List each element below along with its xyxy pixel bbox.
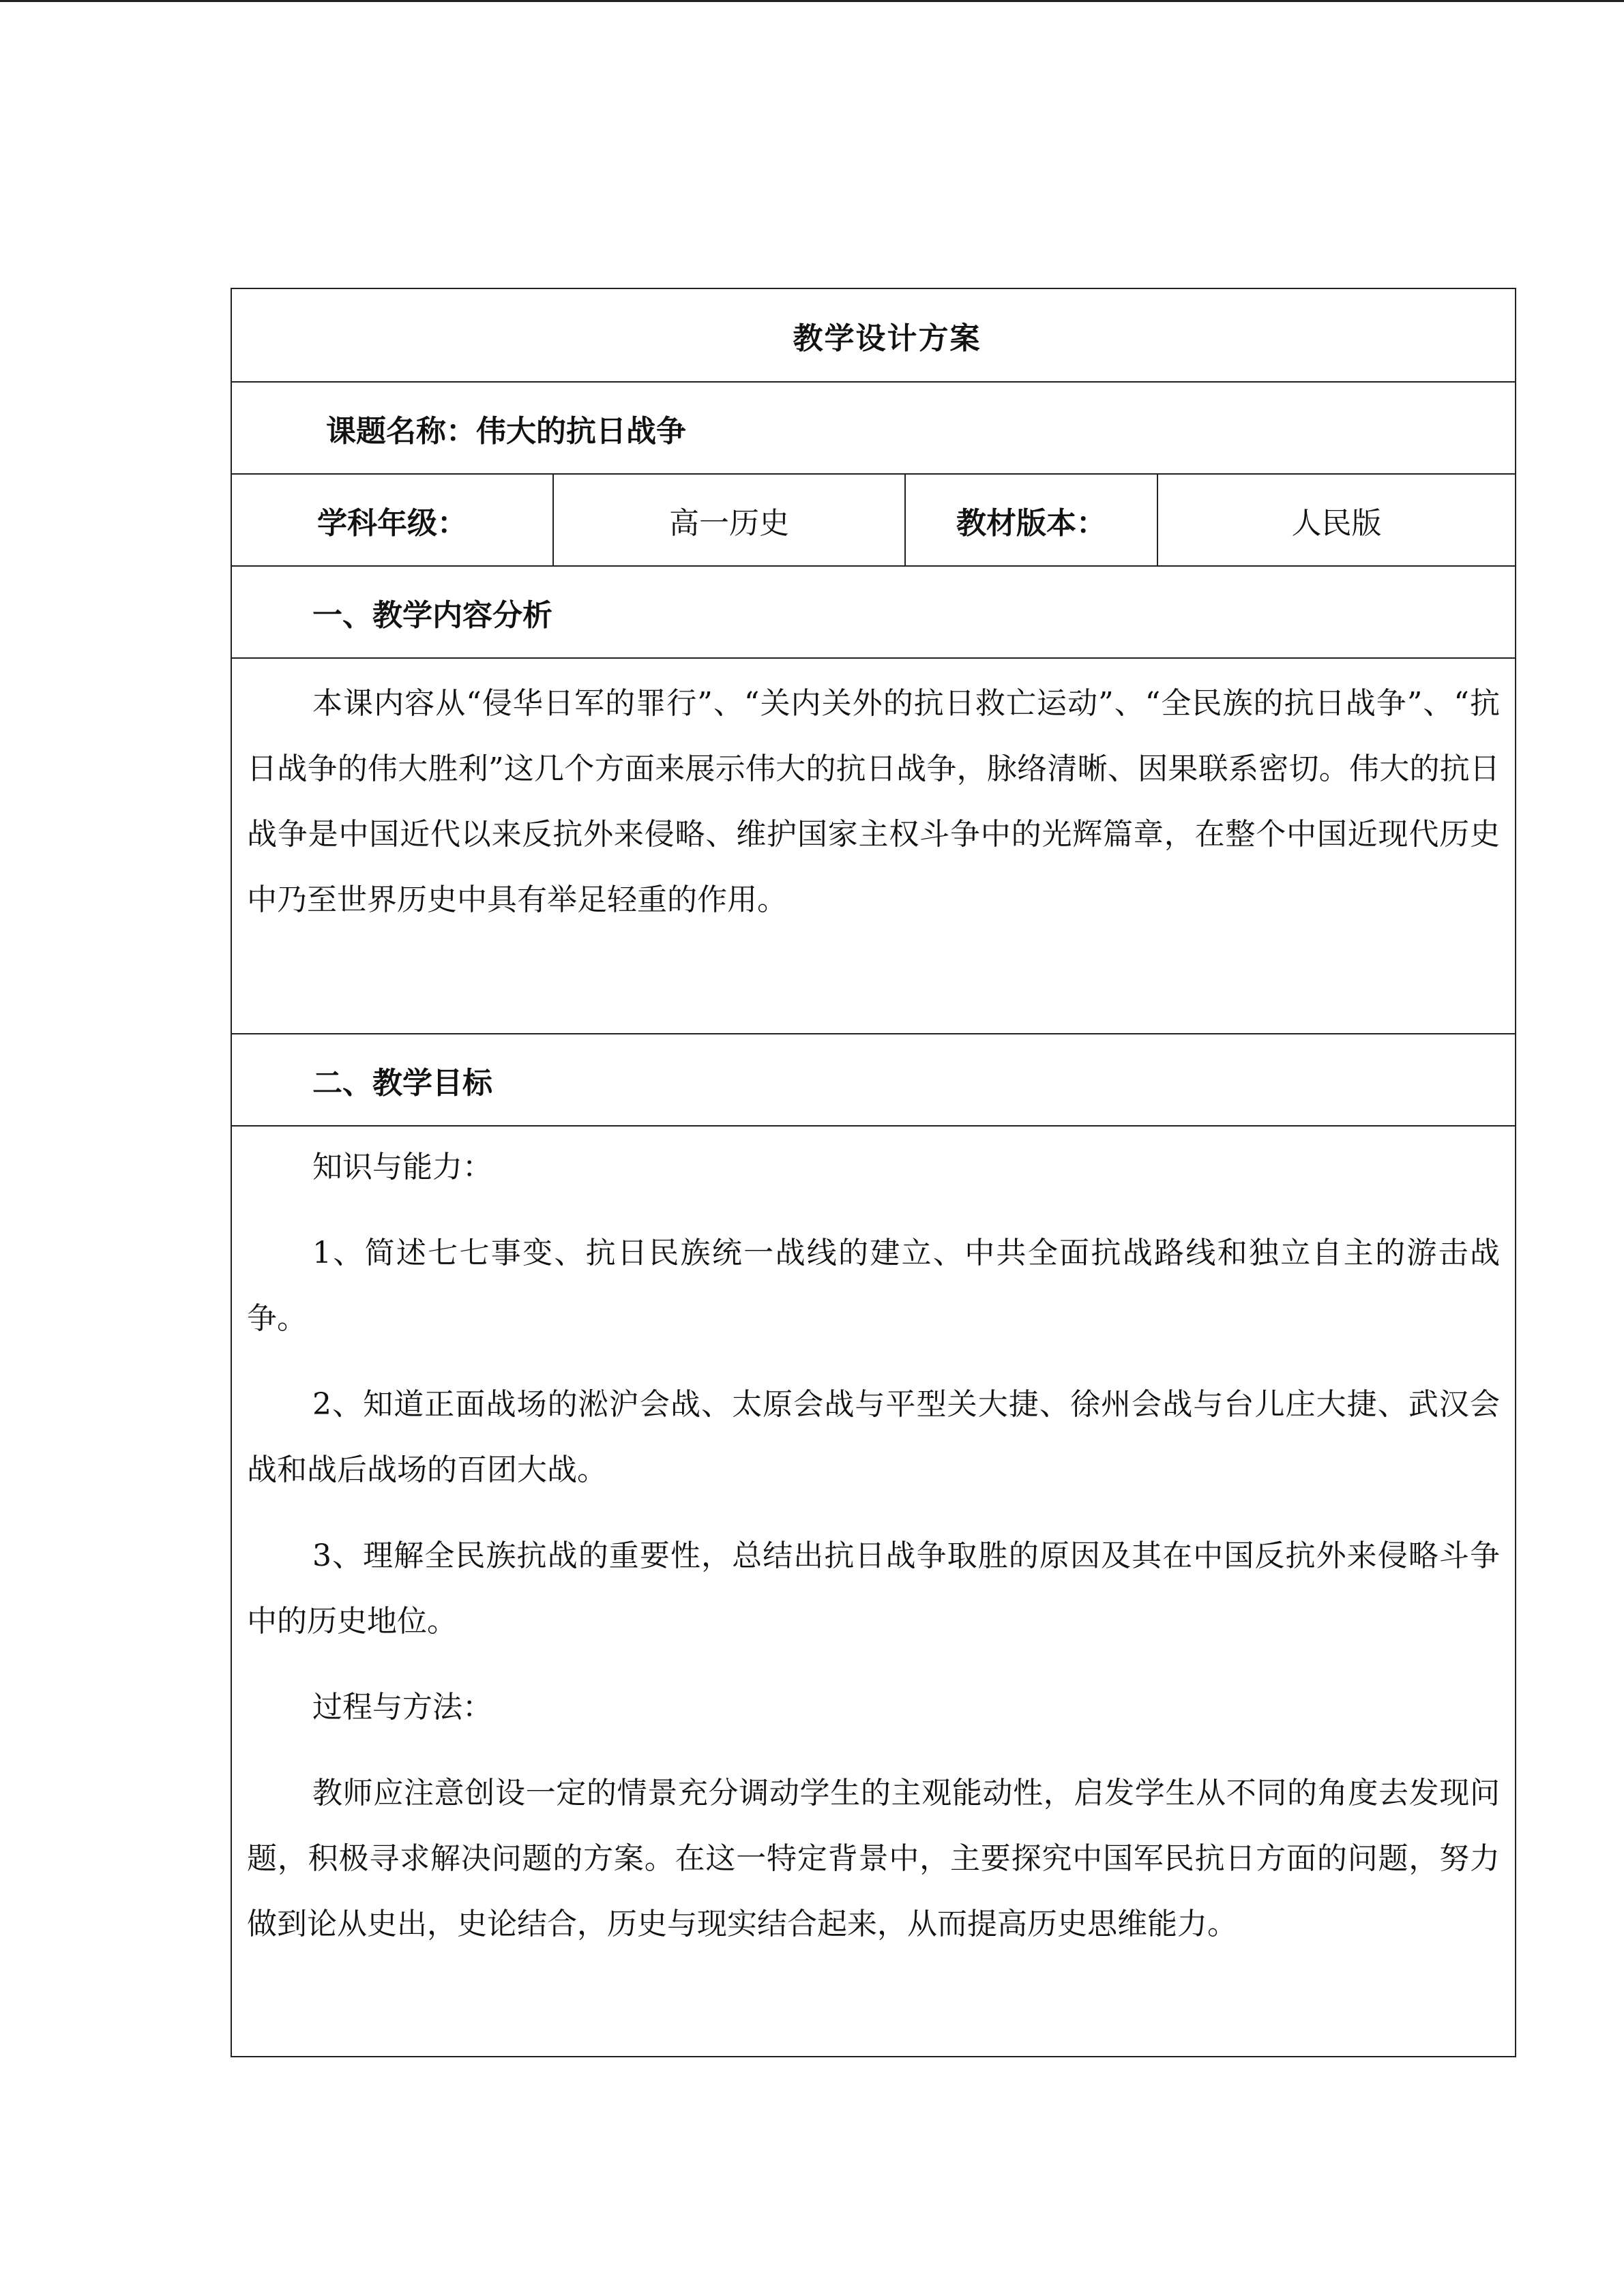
objective-item: 3、理解全民族抗战的重要性，总结出抗日战争取胜的原因及其在中国反抗外来侵略斗争中的历史地位。 [247, 1538, 1500, 1639]
title-row [232, 289, 1515, 381]
page-top-border [0, 0, 1624, 2]
subject-grade-label: 学科年级： [317, 505, 467, 541]
objective-item: 1、简述七七事变、抗日民族统一战线的建立、中共全面抗战路线和独立自主的游击战争。 [247, 1236, 1500, 1336]
objective-subheading: 过程与方法： [312, 1690, 492, 1725]
section-heading: 二、教学目标 [312, 1065, 492, 1101]
edition-value: 人民版 [1157, 475, 1515, 565]
topic-name: 课题名称：伟大的抗日战争 [326, 413, 686, 449]
edition-label: 教材版本： [904, 475, 1157, 565]
section-heading-objectives [232, 1033, 1515, 1125]
objective-item: 教师应注意创设一定的情景充分调动学生的主观能动性，启发学生从不同的角度去发现问题，积极寻求解决问题的方案。在这一特定背景中，主要探究中国军民抗日方面的问题，努力做到论从史出，史论结合，历史与现实结合起来，从而提高历史思维能力。 [247, 1776, 1500, 1941]
lesson-plan-table [231, 288, 1516, 2057]
document-title: 教学设计方案 [793, 320, 981, 356]
paragraph: 本课内容从“侵华日军的罪行”、“关内关外的抗日救亡运动”、“全民族的抗日战争”、“抗日战争的伟大胜利”这几个方面来展示伟大的抗日战争，脉络清晰、因果联系密切。伟大的抗日战争是中国近代以来反抗外来侵略、维护国家主权斗争中的光辉篇章，在整个中国近现代历史中乃至世界历史中具有举足轻重的作用。 [247, 686, 1500, 917]
subject-grade-value: 高一历史 [552, 475, 904, 565]
section-heading-content-analysis [232, 565, 1515, 657]
topic-row [232, 381, 1515, 473]
subject-edition-row [232, 473, 1515, 565]
objective-subheading: 知识与能力： [312, 1150, 492, 1184]
section-heading: 一、教学内容分析 [312, 597, 552, 633]
content-analysis-body [232, 657, 1515, 1033]
objective-item: 2、知道正面战场的淞沪会战、太原会战与平型关大捷、徐州会战与台儿庄大捷、武汉会战和战后战场的百团大战。 [247, 1387, 1500, 1487]
objectives-body [232, 1125, 1515, 2056]
